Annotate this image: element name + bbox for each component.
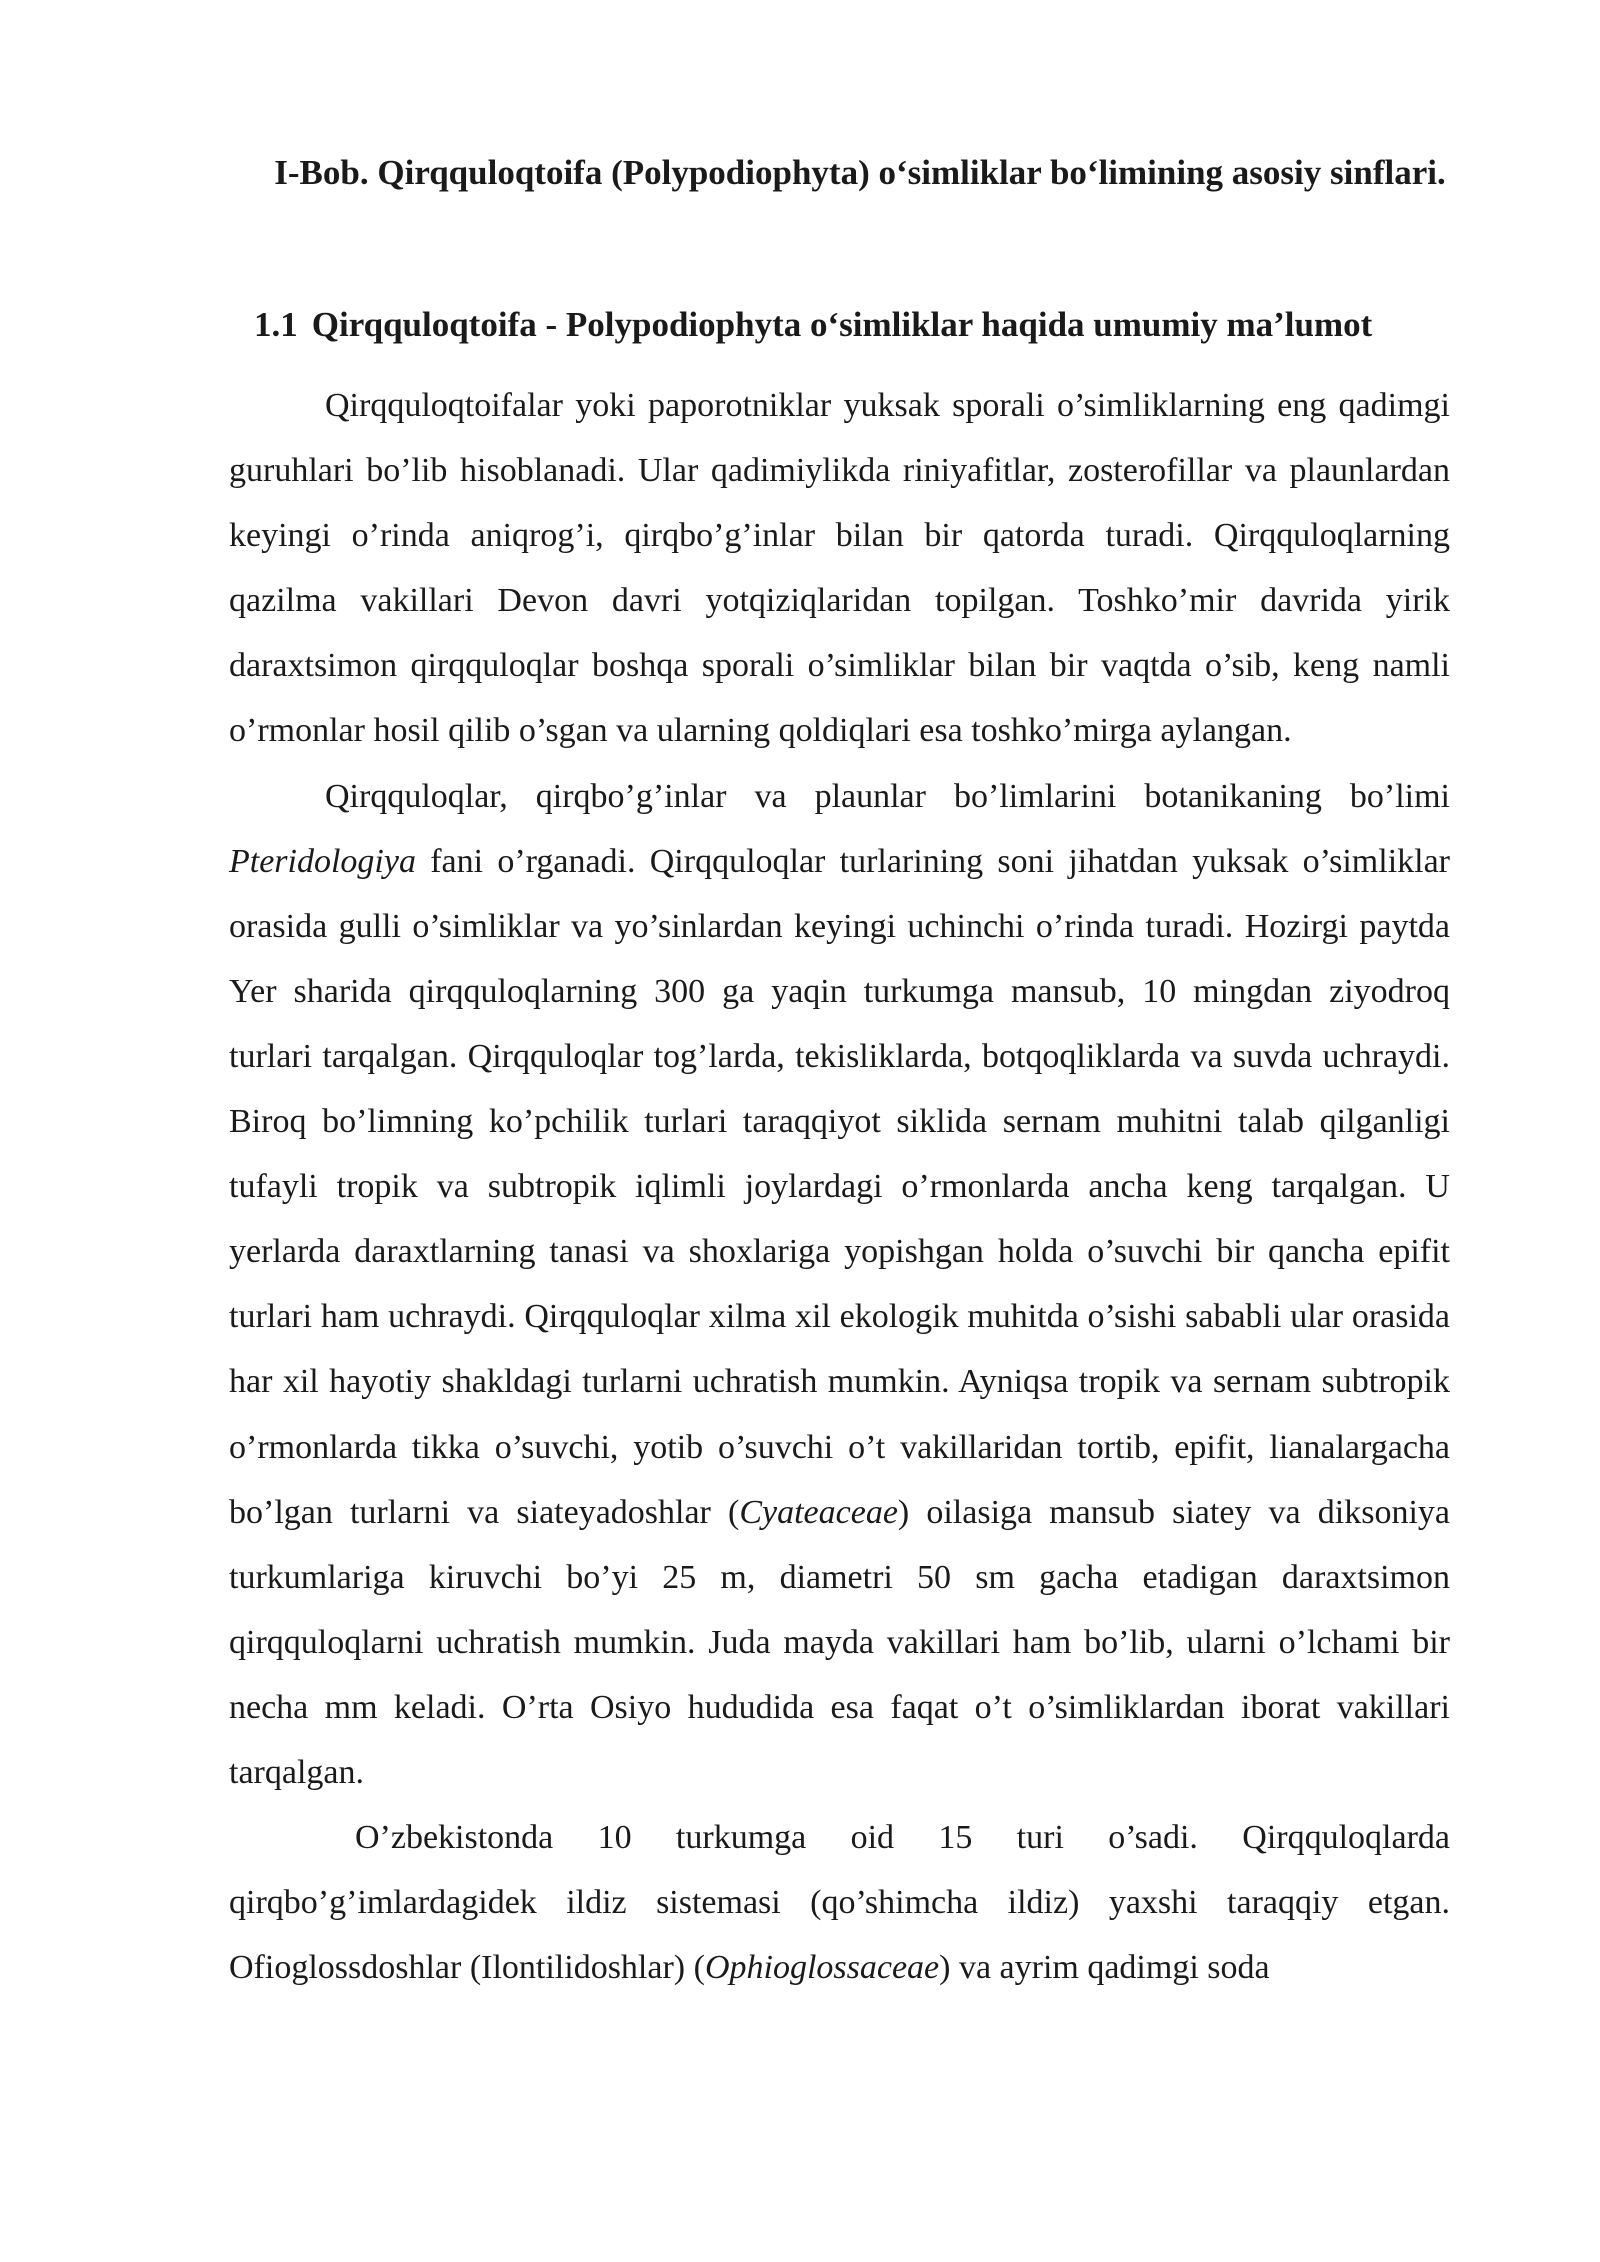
paragraph-3-part-1: O’zbekistonda 10 turkumga oid 15 turi o’sadi. Qirqquloqlarda qirqbo’g’imlardagidek ildiz sistemasi (qo’shimcha ildiz) yaxshi taraqqiy etgan. Ofioglossdoshlar (Ilontilidoshlar) ( [229,1819,1450,1987]
term-ophioglossaceae: Ophioglossaceae [704,1949,940,1987]
term-pteridologiya: Pteridologiya [229,842,416,880]
paragraph-3-part-2: ) va ayrim qadimgi soda [939,1949,1270,1987]
body-text [229,373,1450,2000]
chapter-title: I-Bob. Qirqquloqtoifa (Polypodiophyta) o‘simliklar bo‘limining asosiy sinflari. [274,153,1446,192]
paragraph-2 [229,764,1450,1806]
paragraph-2-part-3: ) oilasiga mansub siatey va diksoniya turkumlariga kiruvchi bo’yi 25 m, diametri 50 sm gacha etadigan daraxtsimon qirqquloqlarni uchratish mumkin. Juda mayda vakillari ham bo’lib, ularni o’lchami bir necha mm keladi. O’rta Osiyo hududida esa faqat o’t o’simliklardan iborat vakillari tarqalgan. [229,1493,1450,1791]
paragraph-2-part-1: Qirqquloqlar, qirqbo’g’inlar va plaunlar bo’limlarini botanikaning bo’limi [325,777,1450,815]
section-title-text: Qirqquloqtoifa - Polypodiophyta o‘simliklar haqida umumiy ma’lumot [311,305,1373,344]
term-cyateaceae: Cyateaceae [739,1493,898,1531]
section-number: 1.1 [254,305,298,344]
paragraph-3 [229,1805,1450,2000]
section-title [254,302,1554,348]
paragraph-2-part-2: fani o’rganadi. Qirqquloqlar turlarining soni jihatdan yuksak o’simliklar orasida gulli o’simliklar va yo’sinlardan keyingi uchinchi o’rinda turadi. Hozirgi paytda Yer sharida qirqquloqlarning 300 ga yaqin turkumga mansub, 10 mingdan ziyodroq turlari tarqalgan. Qirqquloqlar tog’larda, tekisliklarda, botqoqliklarda va suvda uchraydi. Biroq bo’limning ko’pchilik turlari taraqqiyot siklida sernam muhitni talab qilganligi tufayli tropik va subtropik iqlimli joylardagi o’rmonlarda ancha keng tarqalgan. U yerlarda daraxtlarning tanasi va shoxlariga yopishgan holda o’suvchi bir qancha epifit turlari ham uchraydi. Qirqquloqlar xilma xil ekologik muhitda o’sishi sababli ular orasida har xil hayotiy shakldagi turlarni uchratish mumkin. Ayniqsa tropik va sernam subtropik o’rmonlarda tikka o’suvchi, yotib o’suvchi o’t vakillaridan tortib, epifit, lianalargacha bo’lgan turlarni va siateyadoshlar ( [229,842,1450,1531]
paragraph-1: Qirqquloqtoifalar yoki paporotniklar yuksak sporali o’simliklarning eng qadimgi guruhlari bo’lib hisoblanadi. Ular qadimiylikda riniyafitlar, zosterofillar va plaunlardan keyingi o’rinda aniqrog’i, qirqbo’g’inlar bilan bir qatorda turadi. Qirqquloqlarning qazilma vakillari Devon davri yotqiziqlaridan topilgan. Toshko’mir davrida yirik daraxtsimon qirqquloqlar boshqa sporali o’simliklar bilan bir vaqtda o’sib, keng namli o’rmonlar hosil qilib o’sgan va ularning qoldiqlari esa toshko’mirga aylangan. [229,387,1450,750]
